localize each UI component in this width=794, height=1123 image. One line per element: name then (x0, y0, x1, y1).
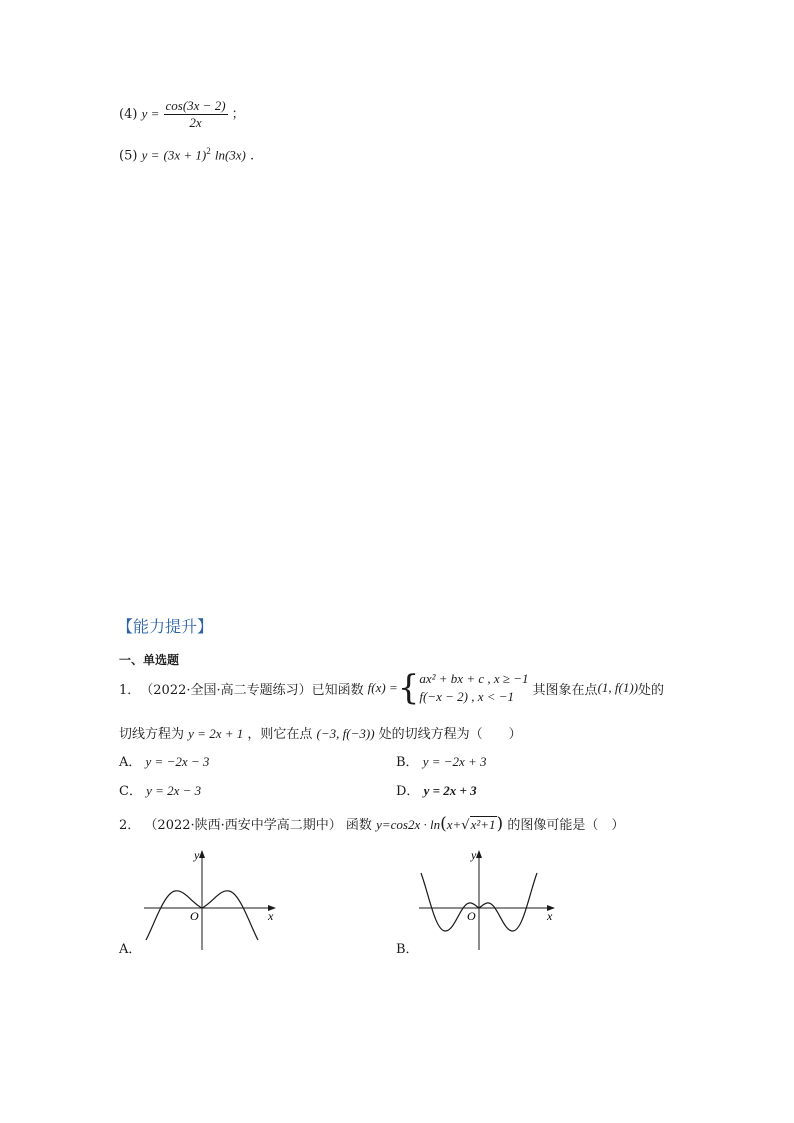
problem-5 (119, 146, 254, 163)
graph-a-y-label: y (194, 848, 200, 862)
q1-option-a-label: A． (119, 755, 142, 770)
q1-text-a: 已知函数 (311, 682, 364, 698)
q1-option-b[interactable] (396, 751, 487, 770)
q1-line2 (119, 723, 522, 742)
q2-number: 2． (119, 818, 141, 833)
graph-b-label: B． (396, 942, 419, 957)
q1-option-a[interactable] (119, 751, 209, 770)
problem-4 (119, 98, 245, 131)
q1-option-c-label: C． (119, 784, 142, 799)
graph-b-y-label: y (471, 848, 477, 862)
q1-option-d-label: D． (396, 784, 420, 799)
q1-source: （2022·全国·高二专题练习） (140, 682, 312, 698)
q1-cases (419, 670, 528, 706)
problem-5-lhs: y = (141, 147, 160, 163)
q1-point-2: (−3, f(−3)) (316, 726, 375, 741)
q2-line: 2． （2022·陕西·西安中学高二期中） 函数 y=cos2x · ln(x+√x²+1) 的图像可能是（ ） (119, 814, 625, 834)
q2-func-b: x+ (446, 817, 462, 832)
q1-tangent: y = 2x + 1 (188, 726, 244, 741)
q1-line2-c: 处的切线方程为（ ） (378, 727, 522, 742)
problem-4-label: (4) (119, 107, 138, 122)
graph-b[interactable] (415, 845, 560, 955)
problem-4-fraction (164, 98, 228, 131)
problem-5-exponent: 2 (206, 146, 211, 156)
q1-option-d-value: y = 2x + 3 (423, 783, 477, 798)
q1-option-b-label: B． (396, 755, 419, 770)
q1-text-c: 处的 (638, 682, 665, 698)
graph-b-origin: O (467, 909, 476, 923)
problem-4-lhs: y = (141, 106, 160, 121)
problem-5-end: . (250, 148, 255, 164)
q2-text-b: 的图像可能是（ ） (507, 818, 625, 833)
problem-4-end: ； (231, 107, 245, 122)
q2-func-a: y=cos2x · ln (376, 817, 441, 832)
q1-text-b: 其图象在点 (532, 682, 598, 698)
q1-option-c[interactable] (119, 780, 201, 799)
q1-number: 1． (119, 682, 141, 698)
q1-option-a-value: y = −2x − 3 (145, 754, 210, 769)
q1-case-1: ax² + bx + c , x ≥ −1 (419, 671, 529, 686)
q1-fx: f(x) = (367, 680, 398, 695)
graph-a-x-label: x (268, 909, 274, 923)
q1-line2-b: ，则它在点 (247, 727, 313, 742)
q1-brace: { (397, 668, 420, 708)
graph-a[interactable] (140, 845, 280, 955)
q1-option-c-value: y = 2x − 3 (146, 783, 202, 798)
graph-a-origin: O (190, 909, 199, 923)
q1-line2-a: 切线方程为 (119, 727, 185, 742)
problem-4-numerator: cos(3x − 2) (165, 98, 226, 113)
section-title: 【能力提升】 (117, 617, 214, 636)
q2-source: （2022·陕西·西安中学高二期中） (144, 818, 342, 833)
q1-point-1: (1, f(1)) (597, 680, 638, 695)
section-subtitle: 一、单选题 (119, 653, 180, 667)
q1-option-b-value: y = −2x + 3 (422, 754, 487, 769)
graph-a-y-arrow (199, 850, 205, 858)
q2-text-a: 函数 (345, 818, 372, 833)
problem-5-label: (5) (119, 148, 138, 164)
q1-line1 (119, 668, 664, 708)
problem-4-denominator: 2x (189, 115, 202, 130)
graph-b-x-label: x (547, 909, 553, 923)
q1-option-d[interactable] (396, 780, 477, 799)
problem-5-base: (3x + 1) (163, 147, 207, 163)
q2-radicand: x²+1 (470, 817, 496, 832)
problem-5-rest: ln(3x) (214, 147, 246, 163)
q1-case-2: f(−x − 2) , x < −1 (419, 689, 515, 704)
graph-b-y-arrow (476, 850, 482, 858)
graph-a-label: A． (119, 942, 142, 957)
